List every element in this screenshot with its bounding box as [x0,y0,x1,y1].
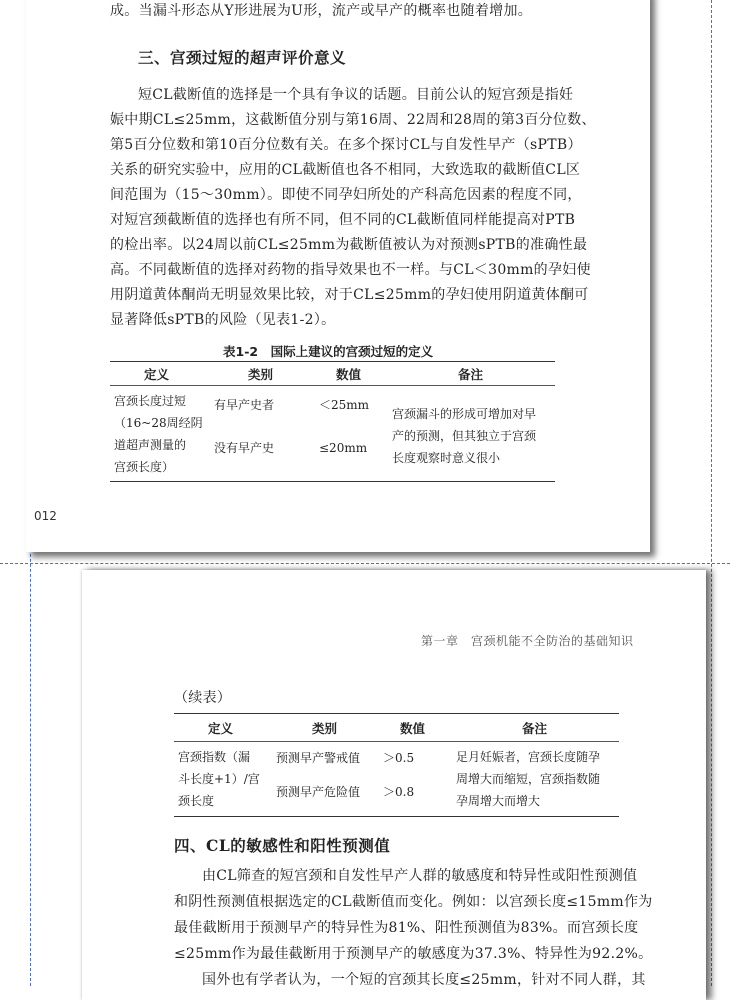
table-header-value: 数值 [336,367,362,382]
table-header-category: 类别 [248,367,274,382]
book-page-lower [82,570,706,1000]
table-cell-definition: 宫颈指数（漏 [178,750,251,764]
page1-top-line: 成。当漏斗形态从Y形进展为U形，流产或早产的概率也随着增加。 [110,3,533,19]
table-cell-note: 产的预测，但其独立于宫颈 [392,429,537,443]
table-cell-value: ≤20mm [319,441,368,455]
paragraph-line: 娠中期CL≤25mm，这截断值分别与第16周、22周和28周的第3百分位数、 [110,112,596,128]
table-cell-value: ＜25mm [319,398,370,412]
paragraph-line: 的检出率。以24周以前CL≤25mm为截断值被认为对预测sPTB的准确性最 [110,237,588,253]
table-cell-note: 周增大而缩短，宫颈指数随 [456,772,601,786]
table-header-note: 备注 [458,367,484,382]
paragraph-line: 显著降低sPTB的风险（见表1-2）。 [110,312,336,328]
paragraph-line: 国外也有学者认为，一个短的宫颈其长度≤25mm，针对不同人群，其 [202,972,646,988]
table-cell-note: 宫颈漏斗的形成可增加对早 [392,407,537,421]
page1-section-heading: 三、宫颈过短的超声评价意义 [138,48,347,67]
paragraph-line: 最佳截断用于预测早产的特异性为81%、阳性预测值为83%。而宫颈长度 [174,920,639,936]
table-cell-definition: （16~28周经阴 [114,416,203,430]
table-bottom-rule [110,481,555,482]
table-cell-definition: 斗长度+1）/宫 [178,772,260,786]
table-caption: 表1-2 国际上建议的宫颈过短的定义 [223,344,434,359]
table-cell-definition: 颈长度 [178,794,215,808]
table-header-rule [174,741,619,742]
book-page-upper [26,0,650,552]
table-bottom-rule [174,816,619,817]
table-cell-definition: 宫颈长度） [114,460,175,474]
table-cell-note: 足月妊娠者，宫颈长度随孕 [456,750,601,764]
paragraph-line: 间范围为（15～30mm）。即使不同孕妇所处的产科高危因素的程度不同， [110,187,582,203]
paragraph-line: 对短宫颈截断值的选择也有所不同，但不同的CL截断值同样能提高对PTB [110,212,576,228]
table-header-note: 备注 [522,721,548,736]
table-header-category: 类别 [312,721,338,736]
table-header-rule [110,385,555,386]
continued-label: （续表） [174,690,232,706]
paragraph-line: 高。不同截断值的选择对药物的指导效果也不一样。与CL＜30mm的孕妇使 [110,262,591,278]
page-number: 012 [34,509,57,523]
paragraph-line: 第5百分位数和第10百分位数有关。在多个探讨CL与自发性早产（sPTB） [110,137,582,153]
table-header-definition: 定义 [144,367,170,382]
table-cell-category: 预测早产警戒值 [276,751,361,765]
paragraph-line: 由CL筛查的短宫颈和自发性早产人群的敏感度和特异性或阳性预测值 [202,868,638,884]
paragraph-line: 关系的研究实验中，应用的CL截断值也各不相同，大致选取的截断值CL区 [110,162,581,178]
table-cell-note: 长度观察时意义很小 [392,451,501,465]
paragraph-line: ≤25mm作为最佳截断用于预测早产的敏感度为37.3%、特异性为92.2%。 [174,946,653,962]
table-cell-value: ＞0.8 [383,785,415,799]
guide-line-horizontal [0,563,730,564]
running-header: 第一章 宫颈机能不全防治的基础知识 [421,634,634,648]
table-cell-value: ＞0.5 [383,751,415,765]
table-top-rule [110,361,555,362]
paragraph-line: 用阴道黄体酮尚无明显效果比较，对于CL≤25mm的孕妇使用阴道黄体酮可 [110,287,589,303]
paragraph-line: 短CL截断值的选择是一个具有争议的话题。目前公认的短宫颈是指妊 [138,87,574,103]
table-cell-definition: 道超声测量的 [114,438,187,452]
table-header-definition: 定义 [208,721,234,736]
page2-section-heading: 四、CL的敏感性和阳性预测值 [174,836,391,855]
table-cell-note: 孕周增大而增大 [456,794,541,808]
paragraph-line: 和阴性预测值根据选定的CL截断值而变化。例如：以宫颈长度≤15mm作为 [174,894,653,910]
table-cell-category: 有早产史者 [214,398,275,412]
table-cell-category: 没有早产史 [214,441,275,455]
table-cell-definition: 宫颈长度过短 [114,394,187,408]
table-header-value: 数值 [400,721,426,736]
table-top-rule [174,713,619,714]
table-cell-category: 预测早产危险值 [276,785,361,799]
guide-line-right [711,0,712,986]
